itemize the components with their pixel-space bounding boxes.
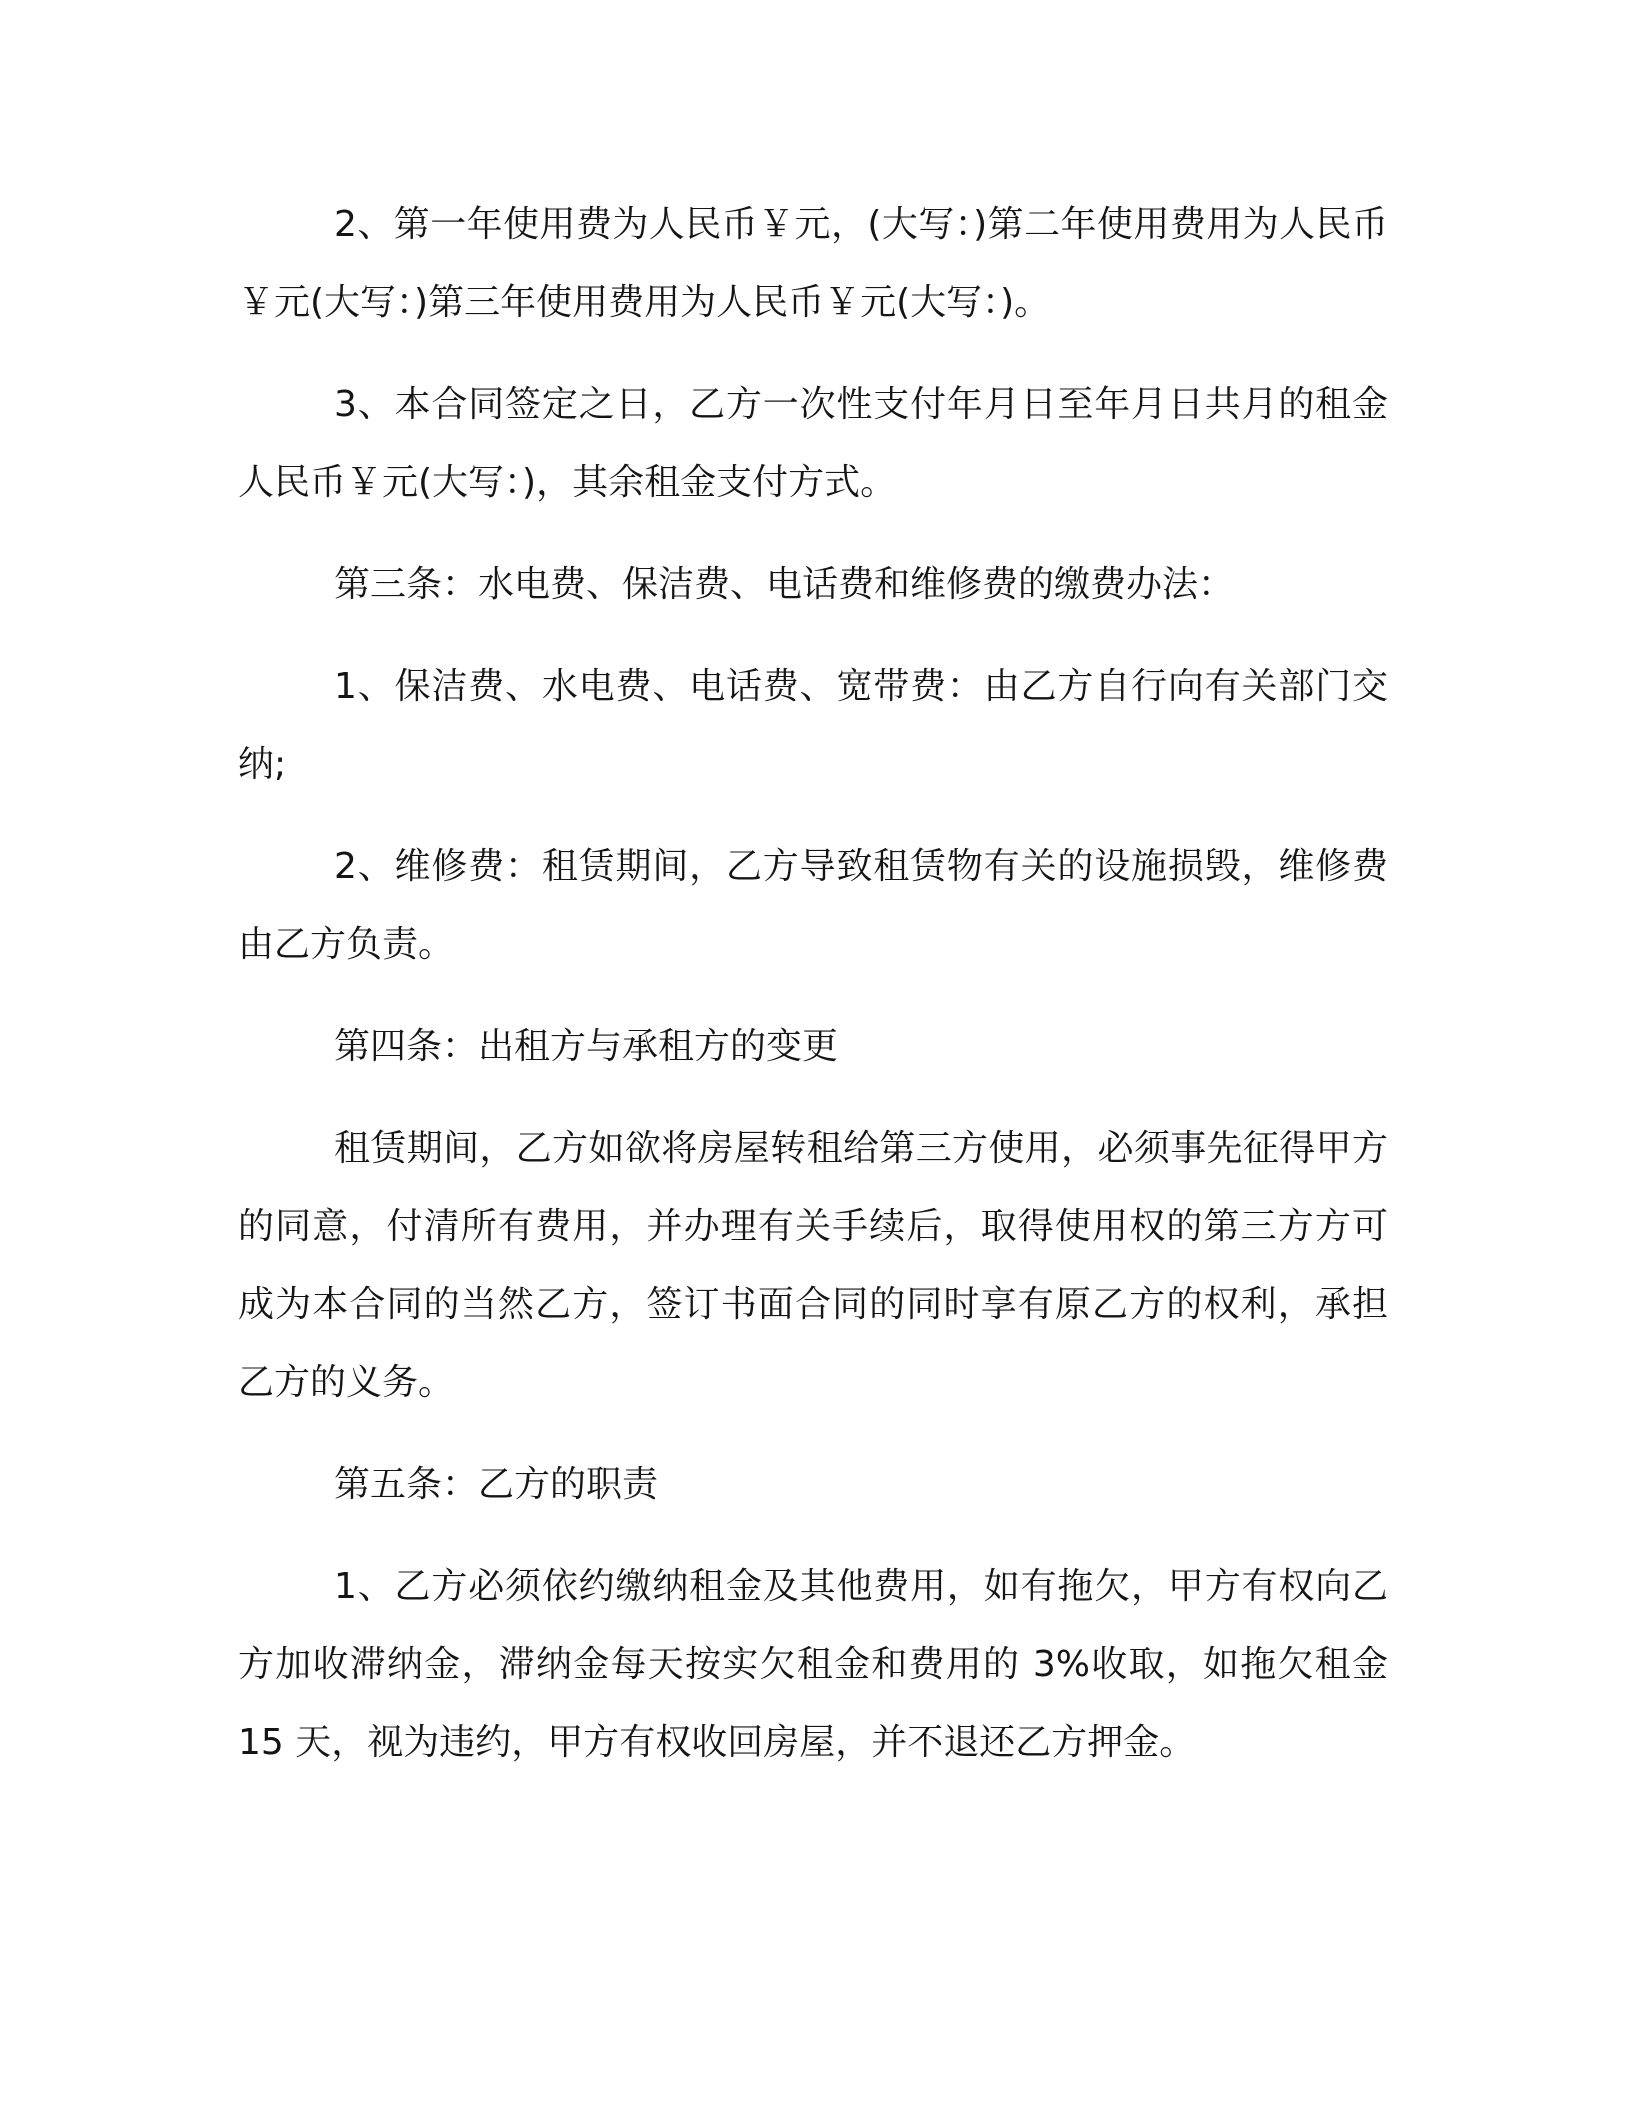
document-body: [238, 186, 1388, 1806]
paragraph-fee-schedule: 2、第一年使用费为人民币￥元，(大写：)第二年使用费用为人民币￥元(大写：)第三年使用费用为人民币￥元(大写：)。: [238, 204, 1388, 323]
paragraph-sublease: 租赁期间，乙方如欲将房屋转租给第三方使用，必须事先征得甲方的同意，付清所有费用，并办理有关手续后，取得使用权的第三方方可成为本合同的当然乙方，签订书面合同的同时享有原乙方的权利，承担乙方的义务。: [238, 1128, 1388, 1403]
paragraph-utility-fees: 1、保洁费、水电费、电话费、宽带费：由乙方自行向有关部门交纳;: [238, 666, 1388, 785]
heading-article-4: 第四条：出租方与承租方的变更: [334, 1026, 839, 1067]
heading-article-5: 第五条：乙方的职责: [334, 1464, 659, 1505]
paragraph-initial-payment: 3、本合同签定之日，乙方一次性支付年月日至年月日共月的租金人民币￥元(大写：)，其余租金支付方式。: [238, 384, 1388, 503]
heading-article-3: 第三条：水电费、保洁费、电话费和维修费的缴费办法：: [334, 564, 1235, 605]
paragraph-maintenance-fees: 2、维修费：租赁期间，乙方导致租赁物有关的设施损毁，维修费由乙方负责。: [238, 846, 1388, 965]
paragraph-rent-obligation: 1、乙方必须依约缴纳租金及其他费用，如有拖欠，甲方有权向乙方加收滞纳金，滞纳金每天按实欠租金和费用的 3%收取，如拖欠租金 15 天，视为违约，甲方有权收回房屋，并不退还乙方押金。: [238, 1566, 1388, 1763]
